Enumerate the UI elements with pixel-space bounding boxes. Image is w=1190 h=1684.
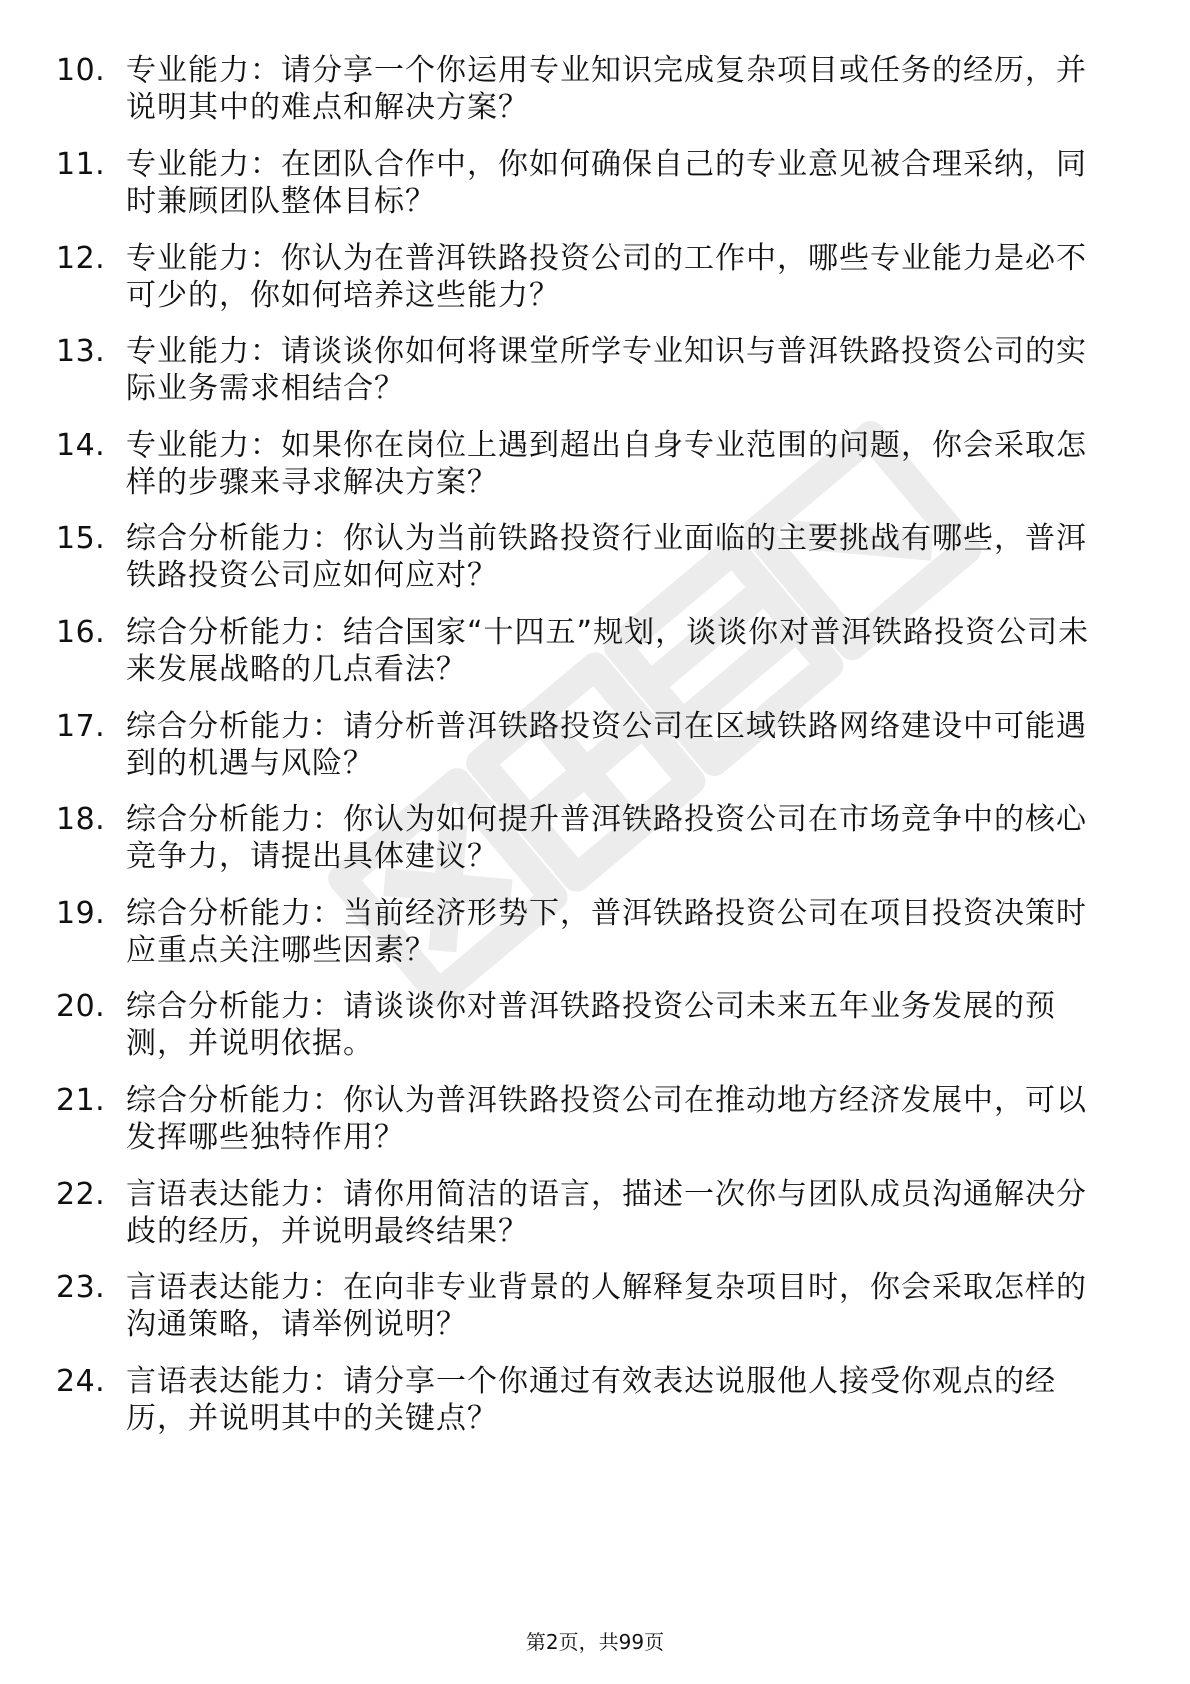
question-number: 18. (56, 802, 106, 837)
question-text: 言语表达能力：请分享一个你通过有效表达说服他人接受你观点的经历，并说明其中的关键点？ (126, 1364, 1056, 1436)
question-number: 11. (56, 147, 106, 182)
question-text: 专业能力：请谈谈你如何将课堂所学专业知识与普洱铁路投资公司的实际业务需求相结合？ (126, 334, 1087, 406)
question-text: 言语表达能力：在向非专业背景的人解释复杂项目时，你会采取怎样的沟通策略，请举例说明？ (126, 1270, 1087, 1342)
question-text: 综合分析能力：你认为普洱铁路投资公司在推动地方经济发展中，可以发挥哪些独特作用？ (126, 1083, 1087, 1155)
list-item (56, 988, 1136, 1062)
question-number: 15. (56, 521, 106, 556)
list-item (56, 614, 1136, 688)
question-text: 综合分析能力：当前经济形势下，普洱铁路投资公司在项目投资决策时应重点关注哪些因素？ (126, 896, 1087, 968)
question-text: 综合分析能力：请分析普洱铁路投资公司在区域铁路网络建设中可能遇到的机遇与风险？ (126, 709, 1087, 781)
question-number: 22. (56, 1177, 106, 1212)
list-item (56, 52, 1136, 126)
question-text: 综合分析能力：你认为当前铁路投资行业面临的主要挑战有哪些，普洱铁路投资公司应如何应对？ (126, 521, 1087, 593)
list-item (56, 427, 1136, 501)
question-number: 12. (56, 241, 106, 276)
list-item (56, 333, 1136, 407)
question-number: 19. (56, 896, 106, 931)
question-number: 13. (56, 334, 106, 369)
list-item (56, 1269, 1136, 1343)
question-text: 综合分析能力：你认为如何提升普洱铁路投资公司在市场竞争中的核心竞争力，请提出具体建议？ (126, 802, 1087, 874)
question-number: 24. (56, 1364, 106, 1399)
question-number: 17. (56, 709, 106, 744)
list-item (56, 801, 1136, 875)
question-text: 专业能力：如果你在岗位上遇到超出自身专业范围的问题，你会采取怎样的步骤来寻求解决方案？ (126, 428, 1087, 500)
question-number: 23. (56, 1270, 106, 1305)
question-number: 20. (56, 989, 106, 1024)
question-number: 16. (56, 615, 106, 650)
question-text: 综合分析能力：结合国家“十四五”规划，谈谈你对普洱铁路投资公司未来发展战略的几点看法？ (126, 615, 1090, 687)
list-item (56, 708, 1136, 782)
list-item (56, 520, 1136, 594)
question-number: 14. (56, 428, 106, 463)
list-item (56, 240, 1136, 314)
question-text: 综合分析能力：请谈谈你对普洱铁路投资公司未来五年业务发展的预测，并说明依据。 (126, 989, 1056, 1061)
list-item (56, 1176, 1136, 1250)
question-number: 21. (56, 1083, 106, 1118)
question-text: 专业能力：请分享一个你运用专业知识完成复杂项目或任务的经历，并说明其中的难点和解决方案？ (126, 53, 1087, 125)
question-text: 专业能力：在团队合作中，你如何确保自己的专业意见被合理采纳，同时兼顾团队整体目标？ (126, 147, 1087, 219)
question-text: 言语表达能力：请你用简洁的语言，描述一次你与团队成员沟通解决分歧的经历，并说明最终结果？ (126, 1177, 1087, 1249)
question-number: 10. (56, 53, 106, 88)
list-item (56, 895, 1136, 969)
list-item (56, 1082, 1136, 1156)
question-text: 专业能力：你认为在普洱铁路投资公司的工作中，哪些专业能力是必不可少的，你如何培养这些能力？ (126, 241, 1087, 313)
list-item (56, 146, 1136, 220)
page-number: 第2页，共99页 (525, 1630, 665, 1654)
list-item (56, 1363, 1136, 1437)
